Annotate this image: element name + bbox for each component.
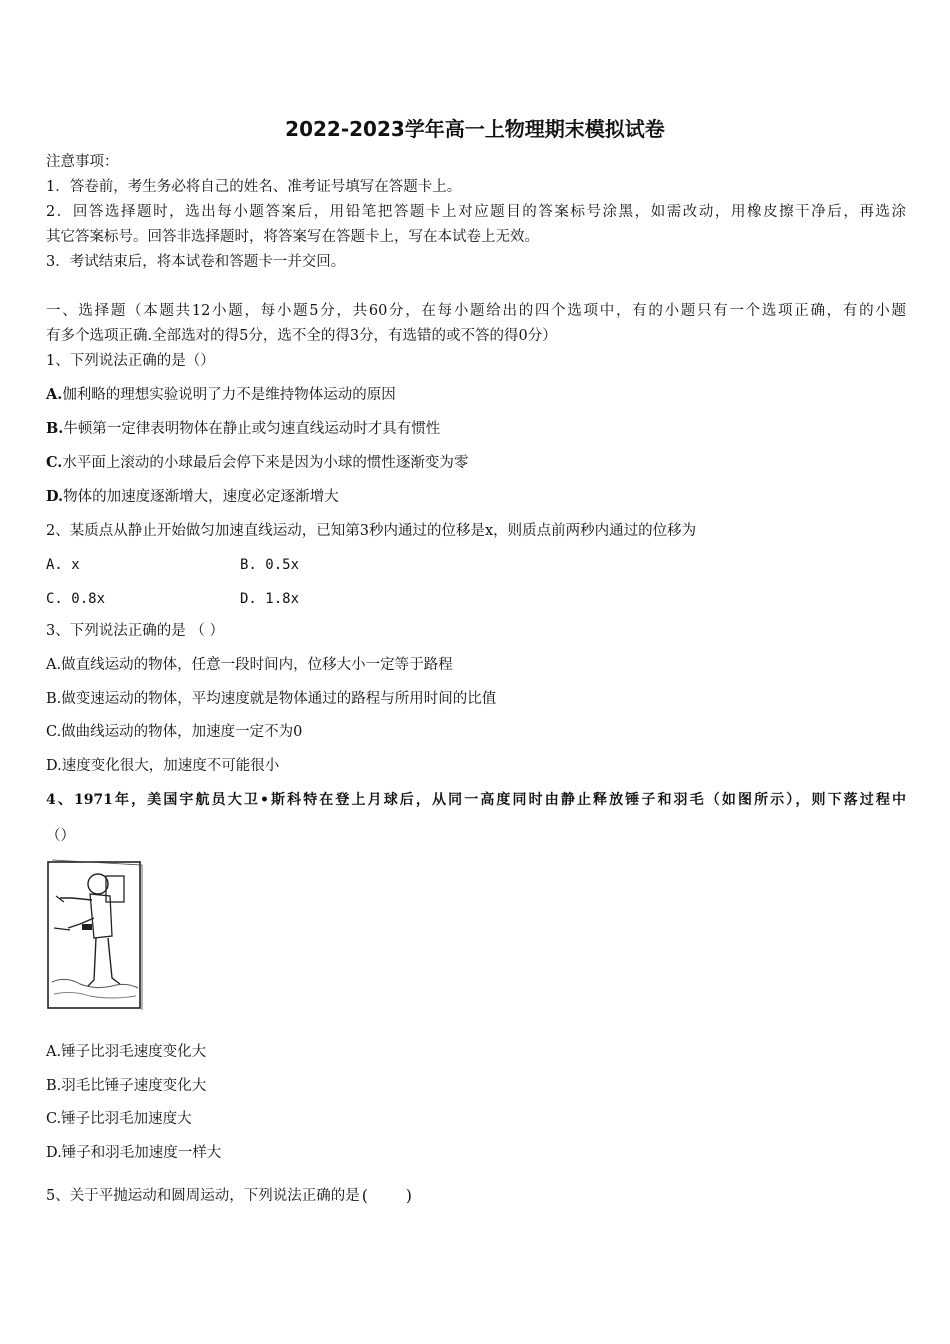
q4-option-c: C.锤子比羽毛加速度大	[46, 1111, 192, 1127]
section-instructions-1: 一、选择题（本题共12小题，每小题5分，共60分，在每小题给出的四个选项中，有的小题只有一个选项正确，有的小题	[46, 303, 906, 319]
q4-stem: 4、1971年，美国宇航员大卫•斯科特在登上月球后，从同一高度同时由静止释放锤子和羽毛（如图所示），则下落过程中	[46, 792, 906, 808]
q1-option-c	[46, 453, 468, 473]
q1-option-b-letter: B.	[46, 420, 64, 437]
page-title: 2022-2023学年高一上物理期末模拟试卷	[285, 117, 665, 141]
q3-option-a: A.做直线运动的物体，任意一段时间内，位移大小一定等于路程	[46, 657, 453, 673]
notice-item-2-cont: 其它答案标号。回答非选择题时，将答案写在答题卡上，写在本试卷上无效。	[46, 229, 539, 245]
q5-paren-right: )	[405, 1186, 412, 1205]
q1-option-b-text: 牛顿第一定律表明物体在静止或匀速直线运动时才具有惯性	[63, 421, 441, 437]
q1-option-d-text: 物体的加速度逐渐增大，速度必定逐渐增大	[63, 489, 339, 505]
q2-stem: 2、某质点从静止开始做匀加速直线运动，已知第3秒内通过的位移是x，则质点前两秒内通过的位移为	[46, 523, 697, 539]
q5-stem	[46, 1186, 418, 1206]
q4-option-d: D.锤子和羽毛加速度一样大	[46, 1145, 222, 1161]
q1-option-a-text: 伽利略的理想实验说明了力不是维持物体运动的原因	[62, 387, 396, 403]
q1-option-a-letter: A.	[46, 386, 63, 403]
q1-option-c-text: 水平面上滚动的小球最后会停下来是因为小球的惯性逐渐变为零	[62, 455, 469, 471]
q4-option-b: B.羽毛比锤子速度变化大	[46, 1078, 207, 1094]
q3-stem: 3、下列说法正确的是 （ ）	[46, 623, 224, 639]
q1-stem: 1、下列说法正确的是（）	[46, 353, 215, 369]
q1-option-d-letter: D.	[46, 488, 64, 505]
q3-option-c: C.做曲线运动的物体，加速度一定不为0	[46, 724, 303, 740]
section-instructions-2: 有多个选项正确.全部选对的得5分，选不全的得3分，有选错的或不答的得0分）	[46, 328, 557, 344]
q2-option-b: B. 0.5x	[240, 557, 300, 573]
q4-paren: （）	[46, 828, 75, 844]
q3-option-d: D.速度变化很大，加速度不可能很小	[46, 758, 280, 774]
q5-paren-left: (	[361, 1186, 368, 1205]
q1-option-c-letter: C.	[46, 454, 63, 471]
notice-item-1: 1．答卷前，考生务必将自己的姓名、准考证号填写在答题卡上。	[46, 179, 462, 195]
q3-option-b: B.做变速运动的物体，平均速度就是物体通过的路程与所用时间的比值	[46, 691, 497, 707]
q5-stem-text: 5、关于平抛运动和圆周运动，下列说法正确的是	[46, 1188, 360, 1204]
q1-option-a	[46, 385, 396, 405]
notice-item-2: 2．回答选择题时，选出每小题答案后，用铅笔把答题卡上对应题目的答案标号涂黑，如需改动，用橡皮擦干净后，再选涂	[46, 204, 906, 220]
q2-option-c: C. 0.8x	[46, 591, 106, 607]
astronaut-figure	[46, 858, 144, 1012]
q2-option-d: D. 1.8x	[240, 591, 300, 607]
q2-option-a: A. x	[46, 557, 80, 573]
q1-option-b	[46, 419, 440, 439]
q1-option-d	[46, 487, 339, 507]
notice-heading: 注意事项：	[46, 154, 119, 170]
notice-item-3: 3．考试结束后，将本试卷和答题卡一并交回。	[46, 254, 346, 270]
q4-option-a: A.锤子比羽毛速度变化大	[46, 1044, 207, 1060]
